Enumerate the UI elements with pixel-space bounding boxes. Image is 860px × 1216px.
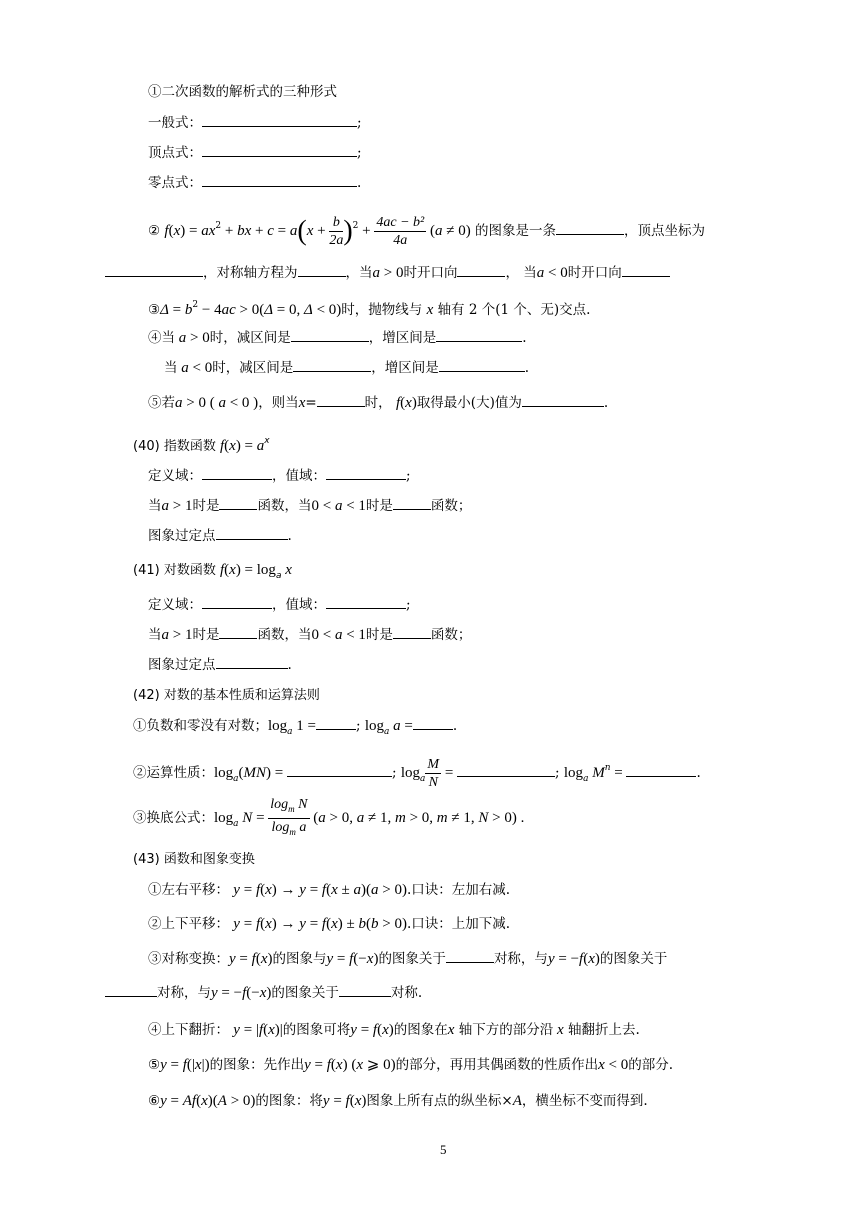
log-heading-line: (41) 对数函数 $f(x) = \log_a x$ [133,562,292,581]
transform-heading: (43) 函数和图象变换 [133,852,255,867]
exp-domain-line: 定义域： ，值域： ; [148,468,411,484]
transform-item2-rule: .口诀：上加下减. [406,916,511,932]
exp-mono-line: 当a > 1时是 函数，当0 < a < 1时是 函数； [148,498,472,514]
log-m-over-n-blank[interactable] [457,763,555,777]
transform-item6-text: 的图象：将 [255,1093,323,1109]
log-mono-blank-1[interactable] [219,625,257,639]
log-range-blank[interactable] [326,595,406,609]
quadratic-item4b: 当 a < 0时，减区间是 ，增区间是 . [164,360,530,376]
zero-form-blank[interactable] [202,173,357,187]
page-number: 5 [440,1142,447,1157]
log-mono-blank-2[interactable] [393,625,431,639]
item3-text: 时，抛物线与 [341,302,423,318]
log-props-item2: ②运算性质：$\log_a(MN)$ = ; $\log_a$ $\frac{M}{N}$ = ; $\log_a M^n$ = . [133,757,701,790]
item5-text-c: 时， [364,395,392,411]
transform-item5-text-b: 的部分，再用其偶函数的性质作出 [395,1057,599,1073]
axis-blank[interactable] [298,263,346,277]
item5-prefix: ⑤若 [148,395,175,411]
log-props-item3-label: ③换底公式： [133,810,214,826]
transform-item6: ⑥y = Af(x)(A > 0)的图象：将y = f(x)图象上所有点的纵坐标×A，横坐标不变而得到. [148,1093,648,1109]
item2-text-d: ，当 [345,265,373,281]
quadratic-item3: ③Δ = $b^2 - 4ac > 0(\Delta = 0$, Δ < 0)时，抛物线与 x 轴有 2 个(1 个、无)交点. [148,300,591,318]
exp-inc-text-2: 时是 [365,498,393,514]
transform-item3-label: ③对称变换： [148,951,229,967]
item5-text-a: ，则当 [258,395,299,411]
log-domain-blank[interactable] [202,595,272,609]
log-a-a-blank[interactable] [413,716,453,730]
quadratic-item4: ④当 a > 0时，减区间是 ，增区间是 . [148,330,527,346]
exp-inc-text: 时是 [192,498,220,514]
transform-item5-text: 的图象：先作出 [209,1057,305,1073]
general-form-label: 一般式： [148,115,202,131]
exp-heading: (40) 指数函数 [133,439,216,454]
exp-mono-blank-2[interactable] [393,496,431,510]
quadratic-item5: ⑤若a > 0 ( a < 0 )，则当x= 时， f(x)取得最小(大)值为 . [148,395,609,411]
transform-item4-text-c: 轴下方的部分沿 [458,1022,554,1038]
transform-item5-text-c: 的部分. [628,1057,674,1073]
item2-text-b: ，顶点坐标为 [624,223,706,239]
exp-domain-blank[interactable] [202,466,272,480]
exp-fixed-point-blank[interactable] [216,526,288,540]
sym-blank-2[interactable] [105,983,157,997]
vertex-coord-blank[interactable] [105,263,203,277]
transform-item6-label: ⑥ [148,1093,161,1109]
log-fixed-point-line: 图象过定点 . [148,657,292,673]
extreme-value-blank[interactable] [522,393,604,407]
log-props-item2-label: ②运算性质： [133,765,214,781]
item4b-text-b: ，增区间是 [371,360,439,376]
exp-fixed-point-line: 图象过定点 . [148,528,292,544]
dec-interval-blank-2[interactable] [293,358,371,372]
exp-when-a: 当 [148,498,162,514]
item3-prefix: ③ [148,302,161,318]
transform-item3-text-a: 的图象与 [272,951,327,967]
log-m-pow-n-blank[interactable] [626,763,696,777]
transform-item4-label: ④上下翻折： [148,1022,229,1038]
zero-form-line: 零点式： . [148,175,362,191]
item2-text-c: ，对称轴方程为 [203,265,298,281]
transform-item1-rule: .口诀：左加右减. [406,882,511,898]
log-props-item3: ③换底公式：$\log_a N$ = $\frac{\log_m N}{\log_m a}$ (a > 0, a ≠ 1, m > 0, m ≠ 1, N > 0) . [133,797,525,837]
dec-interval-blank-1[interactable] [291,328,369,342]
transform-item3-text-f: 的图象关于 [271,985,339,1001]
log-props-item1: ①负数和零没有对数；$\log_a 1$ = ; $\log_a a$ = . [133,718,458,737]
vertex-form-line: 顶点式： ; [148,145,362,161]
log-func-text-2: 函数； [430,627,472,643]
transform-item3-text-e: 对称，与 [157,985,211,1001]
log-inc-text-2: 时是 [365,627,393,643]
transform-item1: ①左右平移： y = f(x) → y = f(x ± a)(a > 0).口诀：左加右减. [148,882,511,898]
exp-range-blank[interactable] [326,466,406,480]
quadratic-heading: ①二次函数的解析式的三种形式 [148,84,337,100]
transform-item4-text-b: 的图象在 [393,1022,448,1038]
item2-text-e: 时开口向 [403,265,458,281]
exp-fixed-point-label: 图象过定点 [148,528,216,544]
log-inc-text: 时是 [192,627,220,643]
item4b-text-a: 时，减区间是 [212,360,294,376]
item5-text-b: = [305,395,317,411]
transform-item3-text-c: 对称，与 [493,951,548,967]
open-dir-blank-2[interactable] [622,263,670,277]
exp-heading-line: (40) 指数函数 $f(x) = a^x$ [133,436,270,454]
log-props-heading: (42) 对数的基本性质和运算法则 [133,688,320,703]
log-func-text: 函数，当 [257,627,312,643]
sym-blank-1[interactable] [446,949,494,963]
item4-text-b: ，增区间是 [368,330,437,346]
transform-item2: ②上下平移： y = f(x) → y = f(x) ± b(b > 0).口诀：上加下减. [148,916,511,932]
transform-item5: ⑤y = f(|x|)的图象：先作出y = f(x) (x ⩾ 0)的部分，再用其偶函数的性质作出x < 0的部分. [148,1057,674,1073]
exp-range-label: ，值域： [272,468,326,484]
transform-item6-text-c: ，横坐标不变而得到. [521,1093,648,1109]
exp-mono-blank-1[interactable] [219,496,257,510]
inc-interval-blank-1[interactable] [436,328,522,342]
exp-domain-label: 定义域： [148,468,202,484]
x-value-blank[interactable] [317,393,365,407]
open-dir-blank-1[interactable] [457,263,505,277]
transform-item5-label: ⑤ [148,1057,161,1073]
log-fixed-point-blank[interactable] [216,655,288,669]
general-form-blank[interactable] [202,113,357,127]
item2-text-f: ， 当 [505,265,537,281]
transform-item6-text-b: 图象上所有点的纵坐标× [366,1093,513,1109]
quadratic-item2-cont: ，对称轴方程为 ，当a > 0时开口向 ， 当a < 0时开口向 [105,263,670,283]
item3-text-b: 轴有 2 个(1 个、无)交点. [437,302,591,318]
log-props-item1-label: ①负数和零没有对数； [133,718,268,734]
log-range-label: ，值域： [272,597,326,613]
transform-item2-label: ②上下平移： [148,916,229,932]
transform-item3: ③对称变换：y = f(x)的图象与y = f(−x)的图象关于 对称，与y = −f(x)的图象关于 [148,951,668,967]
item4-text-a: 时，减区间是 [209,330,291,346]
item4-prefix: ④当 [148,330,175,346]
general-form-line: 一般式： ; [148,115,362,131]
log-domain-label: 定义域： [148,597,202,613]
transform-item3-text-b: 的图象关于 [378,951,446,967]
log-mono-line: 当a > 1时是 函数，当0 < a < 1时是 函数； [148,627,472,643]
item2-prefix: ② [148,223,161,239]
transform-item3-cont: 对称，与y = −f(−x)的图象关于 对称. [105,983,422,1003]
exp-func-text: 函数，当 [257,498,312,514]
transform-item4-text-d: 轴翻折上去. [567,1022,640,1038]
quadratic-item2: ② $f(x) = ax^2$ + bx + c = a(x + $\frac{b}{2a}$ )$^2$ + $\frac{\text{4ac − b²}}{4a}$ (a ≠ 0) 的图象是一条 ，顶点坐标为 [148,215,706,248]
log-when-a: 当 [148,627,162,643]
log-heading: (41) 对数函数 [133,563,216,578]
vertex-form-blank[interactable] [202,143,357,157]
transform-item4-text: 的图象可将 [282,1022,351,1038]
log-fixed-point-label: 图象过定点 [148,657,216,673]
log-domain-line: 定义域： ，值域： ; [148,597,411,613]
transform-item4: ④上下翻折： y = |f(x)|的图象可将y = f(x)的图象在x 轴下方的部分沿 x 轴翻折上去. [148,1022,640,1038]
log-mn-blank[interactable] [287,763,392,777]
item2-text-g: 时开口向 [567,265,622,281]
exp-func-text-2: 函数； [430,498,472,514]
vertex-form-label: 顶点式： [148,145,202,161]
item2-blank-shape[interactable] [556,221,624,235]
transform-item3-text-d: 的图象关于 [599,951,668,967]
inc-interval-blank-2[interactable] [439,358,525,372]
item4b-prefix: 当 [164,360,178,376]
zero-form-label: 零点式： [148,175,202,191]
item2-text-a: 的图象是一条 [475,223,557,239]
transform-item1-label: ①左右平移： [148,882,229,898]
item5-text-d: 取得最小(大)值为 [416,395,522,411]
sym-blank-3[interactable] [339,983,391,997]
transform-item3-text-g: 对称. [390,985,423,1001]
log-a-1-blank[interactable] [316,716,356,730]
